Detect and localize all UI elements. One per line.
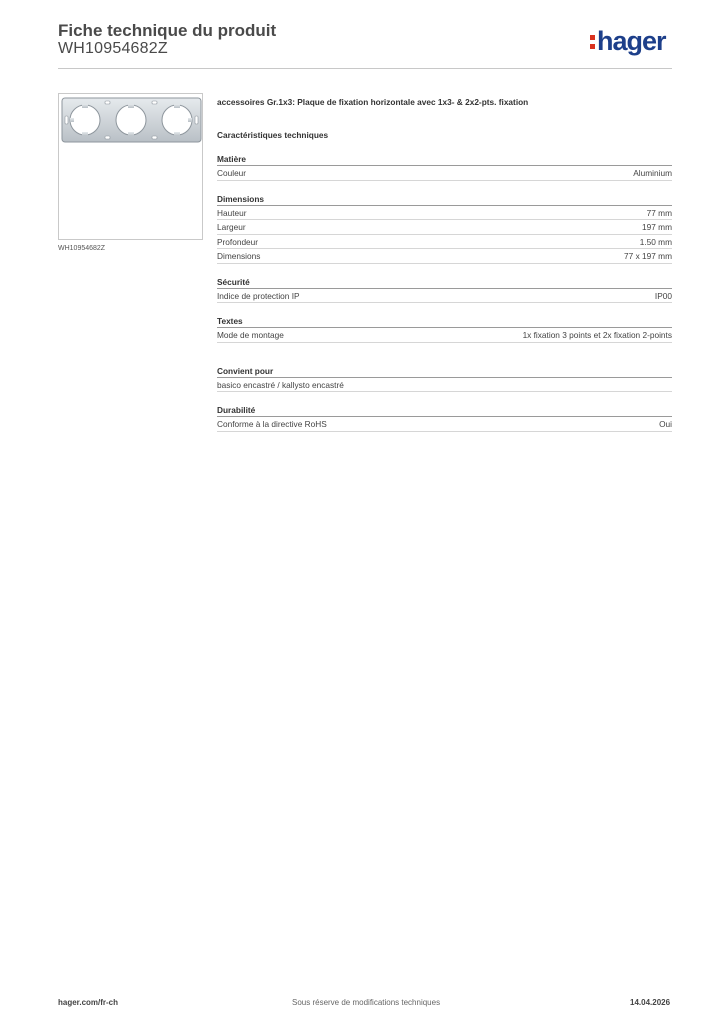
group-title: Dimensions bbox=[217, 193, 672, 206]
spec-value: 77 x 197 mm bbox=[624, 251, 672, 261]
spec-label: Mode de montage bbox=[217, 330, 284, 340]
logo-dots-icon bbox=[590, 34, 596, 50]
spec-row bbox=[217, 235, 672, 250]
spec-label: Dimensions bbox=[217, 251, 261, 261]
spec-label: basico encastré / kallysto encastré bbox=[217, 379, 344, 390]
spec-label: Hauteur bbox=[217, 207, 247, 218]
spec-row bbox=[217, 378, 672, 393]
mounting-plate-illustration bbox=[59, 94, 204, 241]
group-safety bbox=[217, 276, 672, 304]
spec-row bbox=[217, 166, 672, 181]
group-title: Matière bbox=[217, 153, 672, 166]
spec-label: Indice de protection IP bbox=[217, 290, 300, 301]
group-title: Sécurité bbox=[217, 276, 672, 289]
hager-logo bbox=[590, 26, 666, 56]
footer-website: hager.com/fr-ch bbox=[58, 998, 119, 1007]
spec-label: Conforme à la directive RoHS bbox=[217, 419, 327, 429]
spec-label: Couleur bbox=[217, 168, 247, 178]
group-texts bbox=[217, 315, 672, 343]
group-material bbox=[217, 153, 672, 181]
spec-label: Largeur bbox=[217, 222, 246, 232]
spec-value: 1.50 mm bbox=[639, 236, 672, 247]
spec-value: Aluminium bbox=[633, 168, 672, 178]
spec-row bbox=[217, 206, 672, 221]
footer-date: 14.04.2026 bbox=[630, 998, 671, 1007]
product-image bbox=[58, 93, 203, 240]
spec-content bbox=[217, 96, 672, 432]
spec-row bbox=[217, 220, 672, 235]
group-durability bbox=[217, 404, 672, 432]
header-divider bbox=[58, 68, 672, 69]
group-title: Textes bbox=[217, 315, 672, 328]
group-suitable-for bbox=[217, 365, 672, 393]
group-title: Convient pour bbox=[217, 365, 672, 378]
group-dimensions bbox=[217, 193, 672, 264]
spec-value: IP00 bbox=[654, 290, 672, 301]
spec-value: 1x fixation 3 points et 2x fixation 2-points bbox=[522, 330, 672, 340]
spec-row bbox=[217, 417, 672, 432]
document-title: Fiche technique du produit bbox=[58, 21, 277, 40]
group-title: Durabilité bbox=[217, 404, 672, 417]
logo-text: hager bbox=[597, 26, 666, 56]
spec-value: 197 mm bbox=[642, 222, 672, 232]
spec-row bbox=[217, 249, 672, 264]
spec-label: Profondeur bbox=[217, 236, 259, 247]
spec-value: 77 mm bbox=[646, 207, 672, 218]
product-description: accessoires Gr.1x3: Plaque de fixation horizontale avec 1x3- & 2x2-pts. fixation bbox=[217, 97, 529, 107]
spec-row bbox=[217, 328, 672, 343]
footer-disclaimer: Sous réserve de modifications techniques bbox=[292, 998, 441, 1007]
spec-value: Oui bbox=[659, 419, 672, 429]
section-title: Caractéristiques techniques bbox=[217, 130, 329, 140]
spec-row bbox=[217, 289, 672, 304]
product-code: WH10954682Z bbox=[58, 40, 168, 57]
image-caption: WH10954682Z bbox=[58, 245, 106, 252]
